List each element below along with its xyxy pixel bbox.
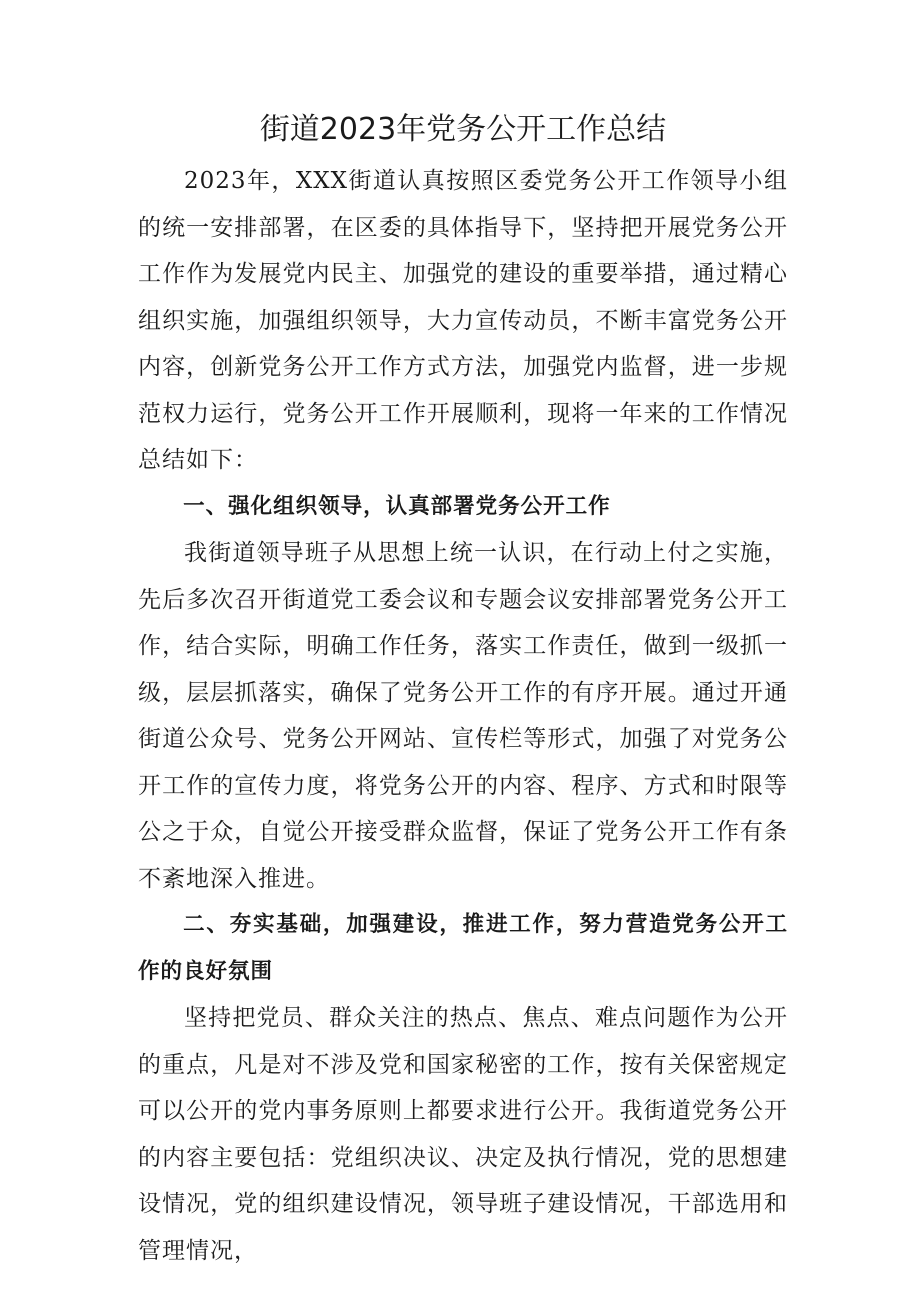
document-body [138,158,788,1274]
section-1-heading: 一、强化组织领导，认真部署党务公开工作 [183,493,611,519]
intro-paragraph: 2023年，XXX街道认真按照区委党务公开工作领导小组的统一安排部署，在区委的具体指导下，坚持把开展党务公开工作作为发展党内民主、加强党的建设的重要举措，通过精心组织实施，加强组织领导，大力宣传动员，不断丰富党务公开内容，创新党务公开工作方式方法，加强党内监督，进一步规范权力运行，党务公开工作开展顺利，现将一年来的工作情况总结如下： [138,168,788,473]
section-1-paragraph: 我街道领导班子从思想上统一认识，在行动上付之实施，先后多次召开街道党工委会议和专题会议安排部署党务公开工作，结合实际，明确工作任务，落实工作责任，做到一级抓一级，层层抓落实，确保了党务公开工作的有序开展。通过开通街道公众号、党务公开网站、宣传栏等形式，加强了对党务公开工作的宣传力度，将党务公开的内容、程序、方式和时限等公之于众，自觉公开接受群众监督，保证了党务公开工作有条不紊地深入推进。 [138,540,788,892]
document-title: 街道2023年党务公开工作总结 [259,112,667,147]
section-2-heading: 二、夯实基础，加强建设，推进工作，努力营造党务公开工作的良好氛围 [138,912,788,984]
section-2-paragraph: 坚持把党员、群众关注的热点、焦点、难点问题作为公开的重点，凡是对不涉及党和国家秘密的工作，按有关保密规定可以公开的党内事务原则上都要求进行公开。我街道党务公开的内容主要包括：党组织决议、决定及执行情况，党的思想建设情况，党的组织建设情况，领导班子建设情况，干部选用和管理情况， [138,1005,788,1264]
